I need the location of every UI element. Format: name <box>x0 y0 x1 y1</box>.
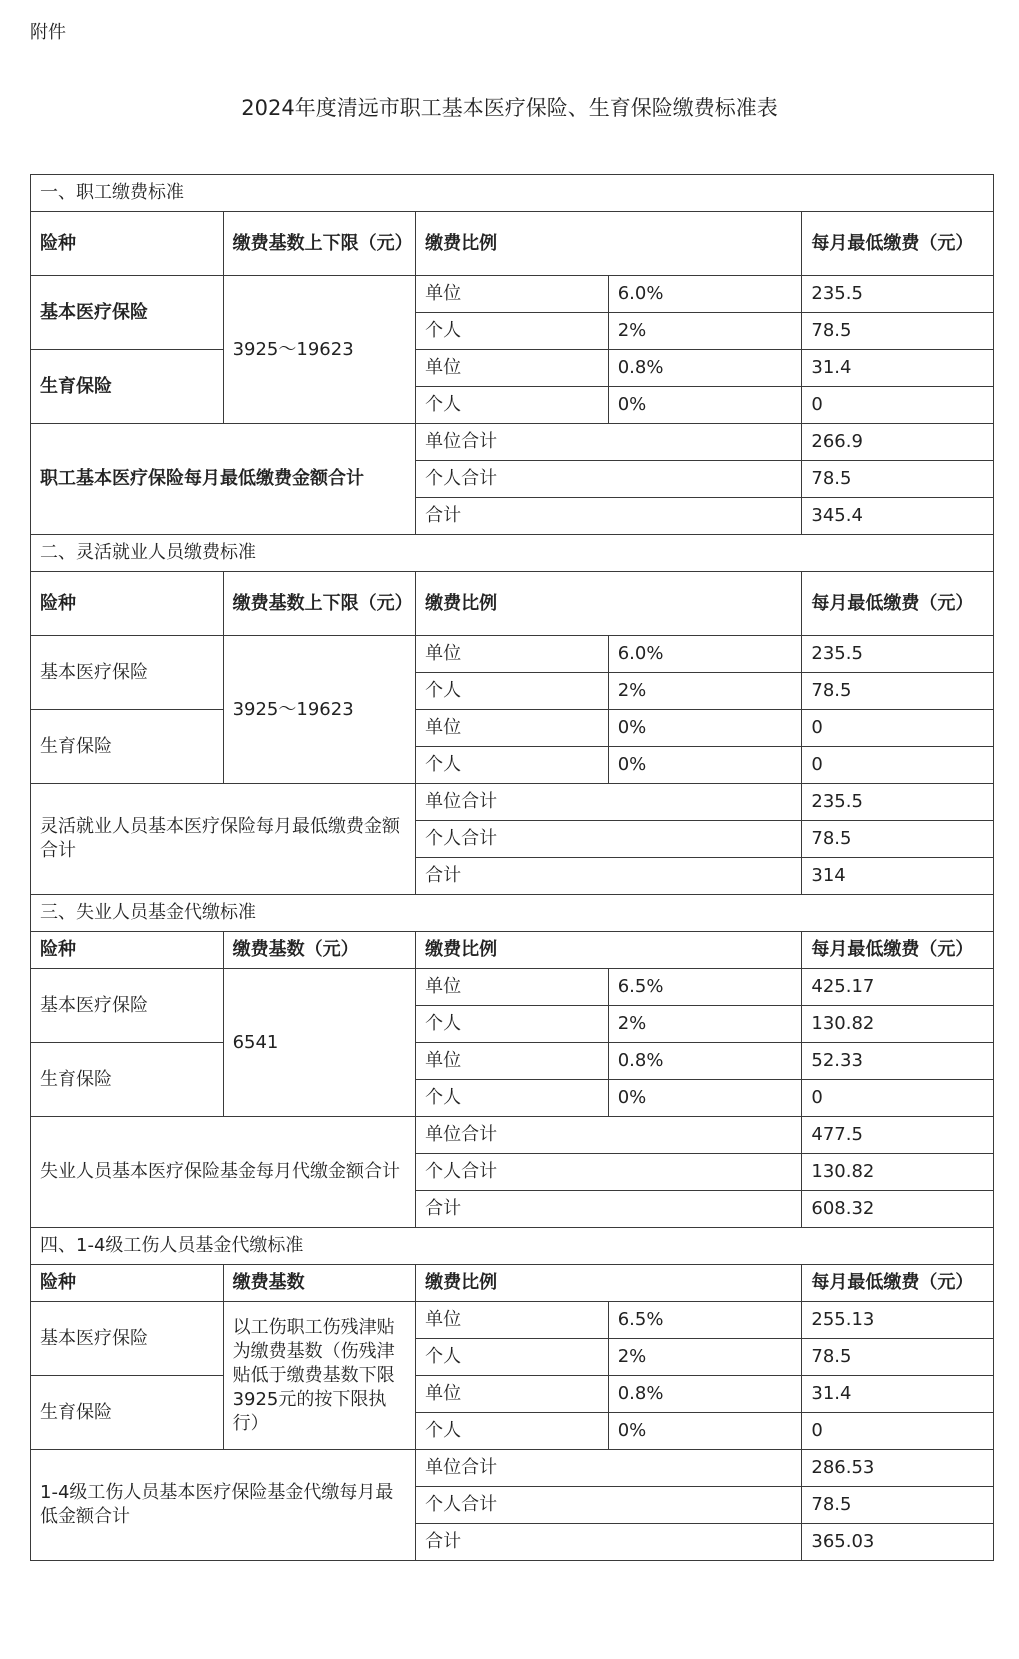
amount-value: 0 <box>802 1413 994 1450</box>
amount-value: 78.5 <box>802 673 994 710</box>
payer-unit: 单位 <box>416 350 609 387</box>
total-value: 345.4 <box>802 498 994 535</box>
table-row <box>31 1376 994 1413</box>
personal-total-label: 个人合计 <box>416 821 802 858</box>
amount-value: 52.33 <box>802 1043 994 1080</box>
header-type: 险种 <box>31 572 224 636</box>
page-title: 2024年度清远市职工基本医疗保险、生育保险缴费标准表 <box>241 96 778 120</box>
unit-total-label: 单位合计 <box>416 1450 802 1487</box>
insurance-maternity: 生育保险 <box>31 1043 224 1117</box>
section-title: 三、失业人员基金代缴标准 <box>31 895 994 932</box>
total-label: 合计 <box>416 1191 802 1228</box>
unit-total-value: 266.9 <box>802 424 994 461</box>
payer-unit: 单位 <box>416 276 609 313</box>
header-monthly-min: 每月最低缴费（元） <box>802 572 994 636</box>
table-row <box>31 1450 994 1487</box>
summary-label: 失业人员基本医疗保险基金每月代缴金额合计 <box>31 1117 416 1228</box>
amount-value: 255.13 <box>802 1302 994 1339</box>
personal-total-value: 78.5 <box>802 821 994 858</box>
table-row <box>31 276 994 313</box>
total-value: 365.03 <box>802 1524 994 1561</box>
contribution-base: 以工伤职工伤残津贴为缴费基数（伤残津贴低于缴费基数下限3925元的按下限执行） <box>223 1302 416 1450</box>
personal-total-value: 130.82 <box>802 1154 994 1191</box>
header-type: 险种 <box>31 932 224 969</box>
personal-total-label: 个人合计 <box>416 461 802 498</box>
table-row <box>31 1117 994 1154</box>
table-row <box>31 784 994 821</box>
total-label: 合计 <box>416 858 802 895</box>
payer-unit: 单位 <box>416 710 609 747</box>
table-row <box>31 710 994 747</box>
payer-unit: 单位 <box>416 636 609 673</box>
table-row <box>31 424 994 461</box>
fee-standard-table <box>30 174 994 1561</box>
ratio-value: 2% <box>608 1006 802 1043</box>
personal-total-label: 个人合计 <box>416 1487 802 1524</box>
header-ratio: 缴费比例 <box>416 212 802 276</box>
personal-total-label: 个人合计 <box>416 1154 802 1191</box>
ratio-value: 0% <box>608 1413 802 1450</box>
total-value: 314 <box>802 858 994 895</box>
unit-total-value: 286.53 <box>802 1450 994 1487</box>
amount-value: 31.4 <box>802 350 994 387</box>
contribution-base: 3925～19623 <box>223 636 416 784</box>
table-row <box>31 636 994 673</box>
total-label: 合计 <box>416 498 802 535</box>
header-base: 缴费基数（元） <box>223 932 416 969</box>
section-title-row <box>31 535 994 572</box>
header-monthly-min: 每月最低缴费（元） <box>802 212 994 276</box>
summary-label: 职工基本医疗保险每月最低缴费金额合计 <box>31 424 416 535</box>
amount-value: 31.4 <box>802 1376 994 1413</box>
amount-value: 425.17 <box>802 969 994 1006</box>
amount-value: 78.5 <box>802 1339 994 1376</box>
ratio-value: 2% <box>608 1339 802 1376</box>
table-row <box>31 350 994 387</box>
summary-label: 灵活就业人员基本医疗保险每月最低缴费金额合计 <box>31 784 416 895</box>
ratio-value: 0% <box>608 387 802 424</box>
personal-total-value: 78.5 <box>802 1487 994 1524</box>
payer-personal: 个人 <box>416 387 609 424</box>
table-row <box>31 1043 994 1080</box>
section-title: 二、灵活就业人员缴费标准 <box>31 535 994 572</box>
unit-total-label: 单位合计 <box>416 1117 802 1154</box>
unit-total-label: 单位合计 <box>416 424 802 461</box>
header-type: 险种 <box>31 1265 224 1302</box>
header-ratio: 缴费比例 <box>416 932 802 969</box>
contribution-base: 6541 <box>223 969 416 1117</box>
payer-personal: 个人 <box>416 1339 609 1376</box>
insurance-maternity: 生育保险 <box>31 1376 224 1450</box>
table-row <box>31 969 994 1006</box>
amount-value: 235.5 <box>802 636 994 673</box>
insurance-maternity: 生育保险 <box>31 710 224 784</box>
payer-personal: 个人 <box>416 673 609 710</box>
ratio-value: 0.8% <box>608 350 802 387</box>
payer-personal: 个人 <box>416 1413 609 1450</box>
total-label: 合计 <box>416 1524 802 1561</box>
section-title: 四、1-4级工伤人员基金代缴标准 <box>31 1228 994 1265</box>
header-type: 险种 <box>31 212 224 276</box>
amount-value: 235.5 <box>802 276 994 313</box>
unit-total-value: 477.5 <box>802 1117 994 1154</box>
ratio-value: 0% <box>608 710 802 747</box>
amount-value: 0 <box>802 1080 994 1117</box>
ratio-value: 2% <box>608 673 802 710</box>
section-title: 一、职工缴费标准 <box>31 175 994 212</box>
amount-value: 0 <box>802 747 994 784</box>
header-base-limit: 缴费基数上下限（元） <box>223 212 416 276</box>
header-ratio: 缴费比例 <box>416 572 802 636</box>
payer-personal: 个人 <box>416 1006 609 1043</box>
table-row <box>31 1302 994 1339</box>
header-base-limit: 缴费基数上下限（元） <box>223 572 416 636</box>
ratio-value: 6.5% <box>608 969 802 1006</box>
ratio-value: 6.0% <box>608 276 802 313</box>
header-monthly-min: 每月最低缴费（元） <box>802 1265 994 1302</box>
insurance-medical: 基本医疗保险 <box>31 1302 224 1376</box>
payer-unit: 单位 <box>416 1302 609 1339</box>
attachment-label: 附件 <box>30 22 66 43</box>
amount-value: 130.82 <box>802 1006 994 1043</box>
total-value: 608.32 <box>802 1191 994 1228</box>
payer-personal: 个人 <box>416 1080 609 1117</box>
header-row <box>31 1265 994 1302</box>
header-row <box>31 932 994 969</box>
section-title-row <box>31 895 994 932</box>
amount-value: 0 <box>802 710 994 747</box>
header-ratio: 缴费比例 <box>416 1265 802 1302</box>
header-base: 缴费基数 <box>223 1265 416 1302</box>
ratio-value: 0.8% <box>608 1376 802 1413</box>
insurance-medical: 基本医疗保险 <box>31 969 224 1043</box>
ratio-value: 6.5% <box>608 1302 802 1339</box>
payer-personal: 个人 <box>416 747 609 784</box>
header-row <box>31 212 994 276</box>
header-monthly-min: 每月最低缴费（元） <box>802 932 994 969</box>
unit-total-label: 单位合计 <box>416 784 802 821</box>
payer-unit: 单位 <box>416 1043 609 1080</box>
unit-total-value: 235.5 <box>802 784 994 821</box>
amount-value: 0 <box>802 387 994 424</box>
payer-unit: 单位 <box>416 1376 609 1413</box>
payer-personal: 个人 <box>416 313 609 350</box>
ratio-value: 2% <box>608 313 802 350</box>
insurance-medical: 基本医疗保险 <box>31 276 224 350</box>
contribution-base: 3925～19623 <box>223 276 416 424</box>
amount-value: 78.5 <box>802 313 994 350</box>
payer-unit: 单位 <box>416 969 609 1006</box>
ratio-value: 0% <box>608 747 802 784</box>
insurance-medical: 基本医疗保险 <box>31 636 224 710</box>
header-row <box>31 572 994 636</box>
ratio-value: 6.0% <box>608 636 802 673</box>
summary-label: 1-4级工伤人员基本医疗保险基金代缴每月最低金额合计 <box>31 1450 416 1561</box>
insurance-maternity: 生育保险 <box>31 350 224 424</box>
ratio-value: 0.8% <box>608 1043 802 1080</box>
section-title-row <box>31 1228 994 1265</box>
personal-total-value: 78.5 <box>802 461 994 498</box>
section-title-row <box>31 175 994 212</box>
ratio-value: 0% <box>608 1080 802 1117</box>
